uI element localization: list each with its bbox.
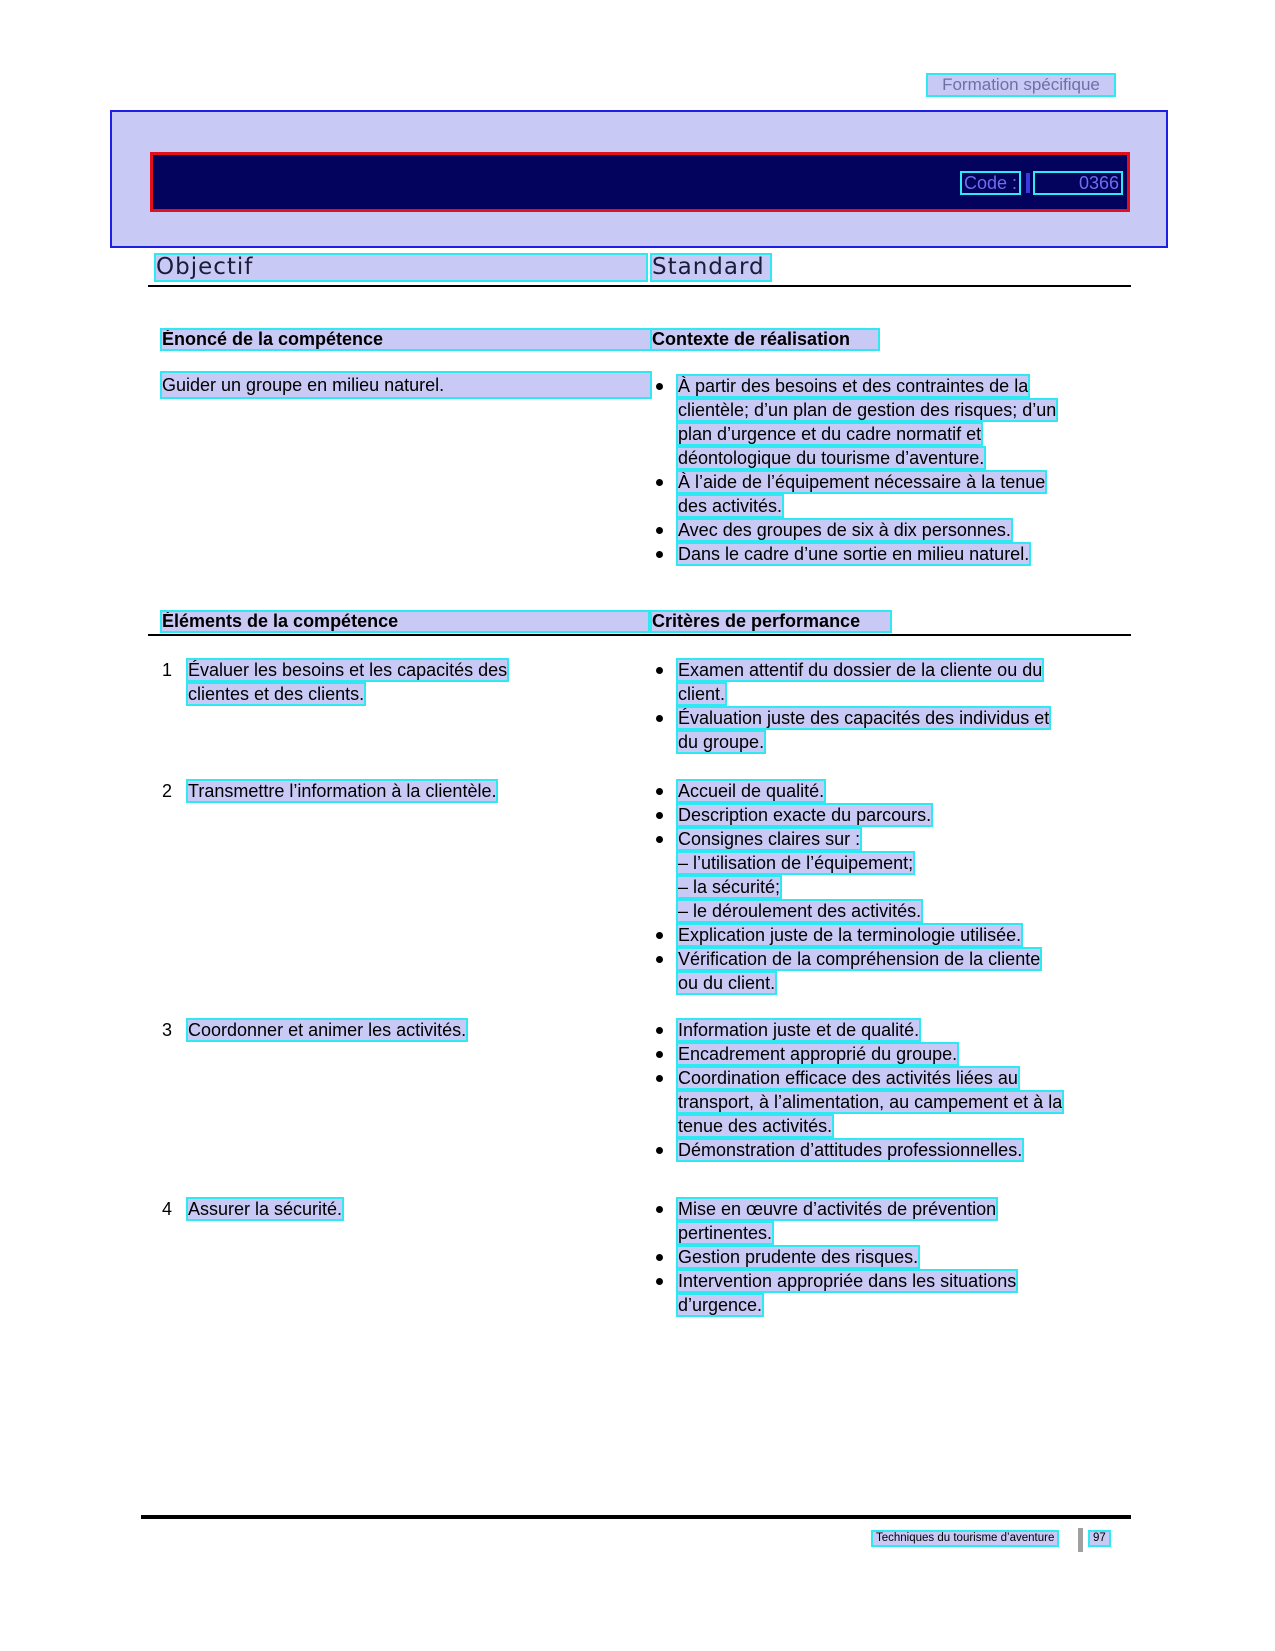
text-line: Transmettre l’information à la clientèle.: [188, 781, 497, 801]
text-line: déontologique du tourisme d’aventure.: [678, 448, 985, 468]
footer-page-number: 97: [1090, 1532, 1109, 1545]
bullet-icon: [656, 836, 663, 843]
bullet-icon: [656, 667, 663, 674]
competence-element: [162, 658, 650, 706]
contexte-item: [656, 542, 1116, 566]
criterion-item: [656, 1018, 1116, 1042]
element-row: [162, 779, 650, 803]
elements-rule: [148, 634, 1131, 636]
text-line: Coordonner et animer les activités.: [188, 1020, 467, 1040]
text-line: transport, à l’alimentation, au campement et à la: [678, 1092, 1063, 1112]
bullet-icon: [656, 1254, 663, 1261]
text-line: Dans le cadre d’une sortie en milieu naturel.: [678, 544, 1030, 564]
title-bar: [150, 152, 1130, 212]
text-line: Coordination efficace des activités liées au: [678, 1068, 1018, 1088]
criterion-item: [656, 947, 1116, 995]
criterion-item: [656, 1197, 1116, 1245]
bullet-icon: [656, 715, 663, 722]
criterion-item: [656, 1042, 1116, 1066]
criterion-item: [656, 1245, 1116, 1269]
criterion-subitem: [656, 851, 1116, 875]
bullet-icon: [656, 956, 663, 963]
criteria-list: [656, 1197, 1116, 1317]
code-separator: [1026, 173, 1030, 193]
text-line: Évaluation juste des capacités des individus et: [678, 708, 1050, 728]
element-number: 1: [162, 660, 173, 680]
objectif-heading: Objectif: [156, 255, 646, 280]
bullet-icon: [656, 812, 663, 819]
bullet-icon: [656, 788, 663, 795]
competence-element: [162, 779, 650, 803]
bullet-icon: [656, 551, 663, 558]
code-value: 0366: [1035, 173, 1121, 193]
criteres-header: Critères de performance: [652, 612, 890, 631]
standard-heading: Standard: [652, 255, 770, 280]
criteria-list: [656, 779, 1116, 995]
enonce-text: Guider un groupe en milieu naturel.: [162, 373, 650, 397]
competence-element: [162, 1197, 650, 1221]
text-line: Gestion prudente des risques.: [678, 1247, 919, 1267]
criterion-item: [656, 923, 1116, 947]
footer-separator: [1078, 1528, 1083, 1552]
criterion-subitem: [656, 899, 1116, 923]
text-line: Intervention appropriée dans les situations: [678, 1271, 1017, 1291]
bullet-icon: [656, 527, 663, 534]
text-line: – le déroulement des activités.: [678, 901, 922, 921]
bullet-icon: [656, 479, 663, 486]
text-line: À l’aide de l’équipement nécessaire à la tenue: [678, 472, 1046, 492]
contexte-item: [656, 374, 1116, 470]
text-line: Mise en œuvre d’activités de prévention: [678, 1199, 997, 1219]
criterion-subitem: [656, 875, 1116, 899]
bullet-icon: [656, 1051, 663, 1058]
bullet-icon: [656, 1206, 663, 1213]
contexte-item: [656, 470, 1116, 518]
enonce-header: Énoncé de la compétence: [162, 330, 652, 349]
text-line: Avec des groupes de six à dix personnes.: [678, 520, 1011, 540]
text-line: des activités.: [678, 496, 783, 516]
text-line: À partir des besoins et des contraintes de la: [678, 376, 1029, 396]
competence-element: [162, 1018, 650, 1042]
element-number: 3: [162, 1020, 173, 1040]
bullet-icon: [656, 1027, 663, 1034]
text-line: Description exacte du parcours.: [678, 805, 932, 825]
criterion-item: [656, 658, 1116, 706]
element-row: [162, 1018, 650, 1042]
element-number: 2: [162, 781, 173, 801]
text-line: Vérification de la compréhension de la cliente: [678, 949, 1041, 969]
text-line: Encadrement approprié du groupe.: [678, 1044, 958, 1064]
text-line: client.: [678, 684, 726, 704]
footer-program-title: Techniques du tourisme d’aventure: [873, 1532, 1057, 1545]
text-line: ou du client.: [678, 973, 776, 993]
criterion-item: [656, 1138, 1116, 1162]
element-row: [162, 1197, 650, 1221]
criterion-item: [656, 1269, 1116, 1317]
contexte-header: Contexte de réalisation: [652, 330, 878, 349]
bullet-icon: [656, 1147, 663, 1154]
element-row: [162, 658, 650, 706]
bullet-icon: [656, 932, 663, 939]
criteria-list: [656, 658, 1116, 754]
text-line: du groupe.: [678, 732, 765, 752]
text-line: Examen attentif du dossier de la cliente ou du: [678, 660, 1043, 680]
bullet-icon: [656, 383, 663, 390]
bullet-icon: [656, 1278, 663, 1285]
text-line: Évaluer les besoins et les capacités des: [188, 660, 508, 680]
text-line: Assurer la sécurité.: [188, 1199, 343, 1219]
text-line: Accueil de qualité.: [678, 781, 825, 801]
section-label: Formation spécifique: [928, 75, 1114, 95]
title-banner: [110, 110, 1168, 248]
text-line: plan d’urgence et du cadre normatif et: [678, 424, 982, 444]
criterion-item: [656, 779, 1116, 803]
criterion-item: [656, 1066, 1116, 1138]
text-line: – l’utilisation de l’équipement;: [678, 853, 914, 873]
elements-header: Éléments de la compétence: [162, 612, 648, 631]
text-line: Démonstration d’attitudes professionnelles.: [678, 1140, 1023, 1160]
code-label: Code :: [963, 173, 1017, 193]
text-line: Explication juste de la terminologie utilisée.: [678, 925, 1022, 945]
criterion-item: [656, 706, 1116, 754]
text-line: Consignes claires sur :: [678, 829, 861, 849]
text-line: – la sécurité;: [678, 877, 781, 897]
contexte-item: [656, 518, 1116, 542]
criteria-list: [656, 1018, 1116, 1162]
text-line: pertinentes.: [678, 1223, 773, 1243]
text-line: tenue des activités.: [678, 1116, 833, 1136]
enonce-text-block: [162, 373, 650, 397]
criterion-item: [656, 803, 1116, 827]
criterion-item: [656, 827, 1116, 851]
text-line: clientes et des clients.: [188, 684, 365, 704]
element-number: 4: [162, 1199, 173, 1219]
text-line: Information juste et de qualité.: [678, 1020, 920, 1040]
footer-rule: [141, 1515, 1131, 1519]
text-line: d’urgence.: [678, 1295, 763, 1315]
contexte-list: [656, 374, 1116, 566]
text-line: clientèle; d’un plan de gestion des risques; d’un: [678, 400, 1057, 420]
bullet-icon: [656, 1075, 663, 1082]
heading-rule: [148, 285, 1131, 287]
